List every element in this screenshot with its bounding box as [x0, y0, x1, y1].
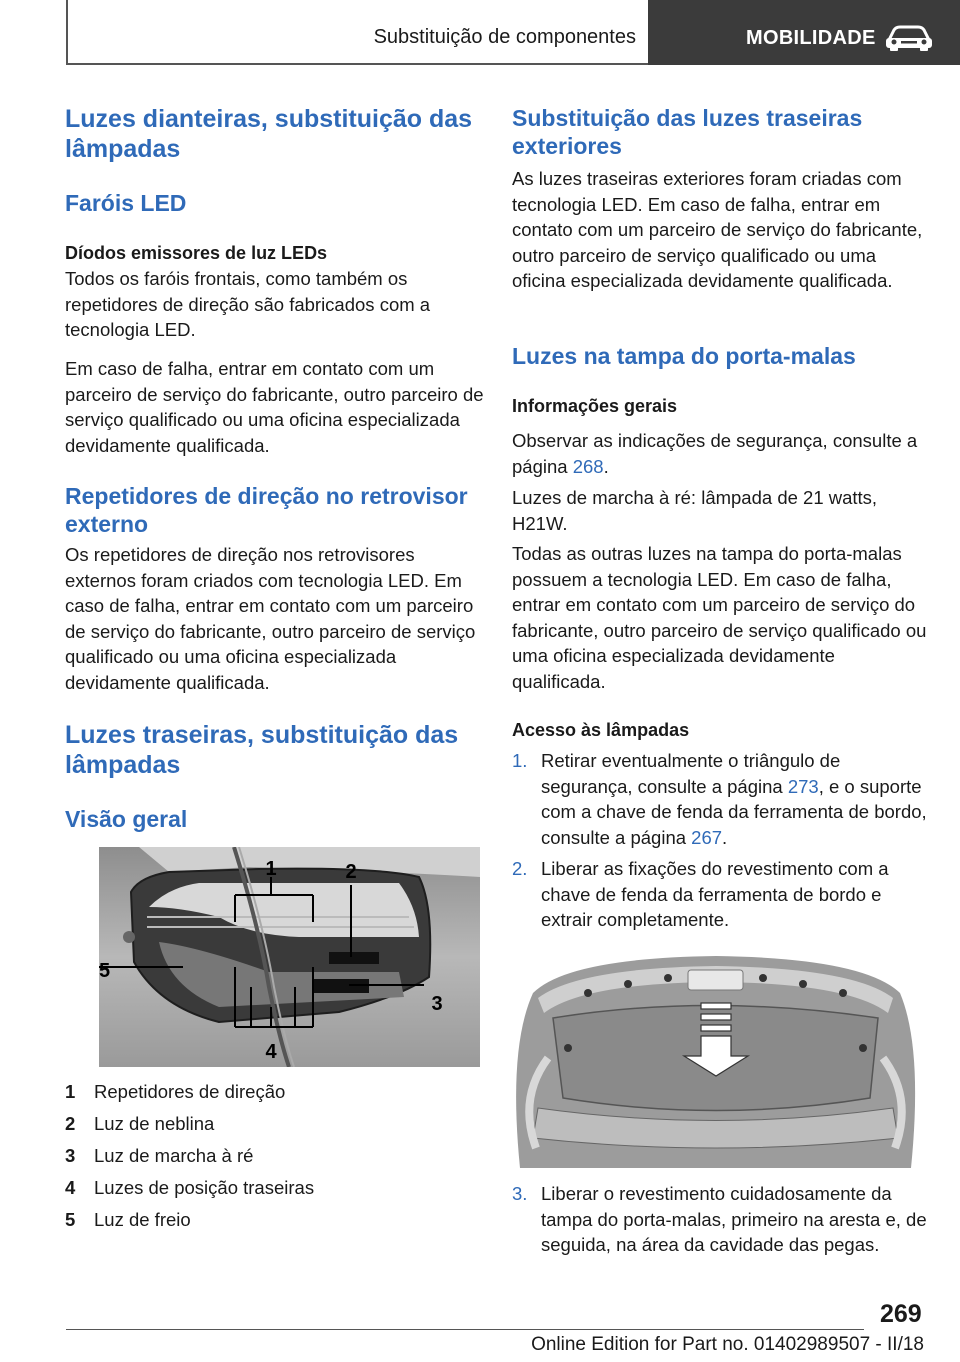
page-link-267[interactable]: 267: [691, 826, 723, 848]
paragraph-safety-note: [512, 428, 930, 479]
figure-label-2: 2: [345, 861, 357, 883]
figure-label-4: 4: [265, 1041, 277, 1063]
page-link-273[interactable]: 273: [787, 775, 819, 797]
step-item: [512, 748, 930, 850]
figure-label-3: 3: [431, 993, 443, 1015]
legend-item: [65, 1143, 485, 1175]
step-number: 3.: [512, 1183, 528, 1204]
legend-text: Luzes de posição traseiras: [94, 1177, 315, 1198]
step-number: 1.: [512, 750, 528, 771]
step-number: 2.: [512, 858, 528, 879]
text-segment: .: [722, 826, 728, 848]
legend-item: [65, 1079, 485, 1111]
header-rule-bottom: [66, 63, 648, 65]
legend-text: Luz de freio: [94, 1209, 191, 1230]
figure-label-1: 1: [265, 858, 277, 880]
heading-outer-rear-lights: Substituição das luzes traseiras exteriores: [512, 105, 863, 159]
heading-trunk-lights: Luzes na tampa do porta-malas: [512, 343, 856, 369]
heading-rear-lights: Luzes traseiras, substituição das lâmpadas: [65, 721, 459, 779]
paragraph-other-lights: Todas as outras luzes na tampa do porta-malas possuem a tecnologia LED. Em caso de falha, entrar em contato com um parceiro de serviço do fabricante, outro parceiro de serviço qualificado ou uma oficina especializada devidamente qualificada.: [512, 543, 927, 692]
legend-text: Repetidores de direção: [94, 1081, 286, 1102]
subheading-leds: Díodos emissores de luz LEDs: [65, 243, 328, 263]
car-icon: [884, 24, 934, 52]
text-segment: , e o suporte com a chave de fenda da ferramenta de bordo, consulte a página: [541, 775, 927, 848]
trunk-lid-figure: [508, 948, 923, 1168]
legend-item: [65, 1175, 485, 1207]
steps-list-3: [512, 1181, 930, 1264]
footer-rule: [66, 1329, 864, 1330]
page-number: 269: [880, 1300, 922, 1328]
legend-item: [65, 1207, 485, 1239]
step-item: [512, 856, 930, 933]
figure-legend: [65, 1079, 485, 1239]
paragraph-led-1: Todos os faróis frontais, como também os repetidores de direção são fabricados com a tecnologia LED.: [65, 268, 431, 340]
paragraph-reverse-lamp: Luzes de marcha à ré: lâmpada de 21 watts, H21W.: [512, 487, 878, 534]
paragraph-outer-lights: As luzes traseiras exteriores foram criadas com tecnologia LED. Em caso de falha, entrar em contato com um parceiro de serviço do fabricante, outro parceiro de serviço qualificado ou uma oficina especializada devidamente qualificada.: [512, 168, 923, 291]
header-section-title: Substituição de componentes: [373, 26, 636, 48]
legend-item: [65, 1111, 485, 1143]
legend-text: Luz de marcha à ré: [94, 1145, 254, 1166]
heading-overview: Visão geral: [65, 806, 188, 832]
paragraph-led-2: Em caso de falha, entrar em contato com um parceiro de serviço do fabricante, outro parceiro de serviço qualificado ou uma oficina especializada devidamente qualificada.: [65, 358, 484, 456]
legend-number: 1: [65, 1081, 76, 1102]
heading-mirror-repeaters: Repetidores de direção no retrovisor externo: [65, 483, 468, 537]
rear-light-figure: [99, 847, 480, 1067]
heading-front-lights: Luzes dianteiras, substituição das lâmpadas: [65, 105, 473, 163]
step-text: Liberar as fixações do revestimento com a chave de fenda da ferramenta de bordo e extrair completamente.: [541, 858, 889, 930]
chapter-tab-label: MOBILIDADE: [746, 27, 876, 49]
text-segment: Observar as indicações de segurança, consulte a página: [512, 430, 918, 477]
legend-number: 3: [65, 1145, 76, 1166]
legend-text: Luz de neblina: [94, 1113, 215, 1134]
legend-number: 5: [65, 1209, 76, 1230]
legend-number: 2: [65, 1113, 76, 1134]
step-item: [512, 1181, 930, 1258]
heading-led-headlights: Faróis LED: [65, 190, 187, 216]
subheading-lamp-access: Acesso às lâmpadas: [512, 720, 690, 740]
legend-number: 4: [65, 1177, 76, 1198]
text-segment: .: [603, 455, 609, 477]
figure-label-5: 5: [99, 960, 111, 982]
footer-edition: Online Edition for Part no. 01402989507 - II/18: [531, 1334, 924, 1355]
subheading-general-info: Informações gerais: [512, 396, 678, 416]
paragraph-mirror: Os repetidores de direção nos retrovisores externos foram criados com tecnologia LED. Em caso de falha, entrar em contato com um parceiro de serviço do fabricante, outro parceiro de serviço qualificado ou uma oficina especializada devidamente qualificada.: [65, 544, 476, 693]
steps-list-1-2: [512, 748, 930, 939]
step-text: Liberar o revestimento cuidadosamente da tampa do porta-malas, primeiro na aresta e, de seguida, na área da cavidade das pegas.: [541, 1183, 927, 1255]
text-segment: Retirar eventualmente o triângulo de segurança, consulte a página: [541, 750, 841, 797]
header-chapter-tab[interactable]: [648, 0, 960, 65]
page-link-268[interactable]: 268: [572, 455, 604, 477]
